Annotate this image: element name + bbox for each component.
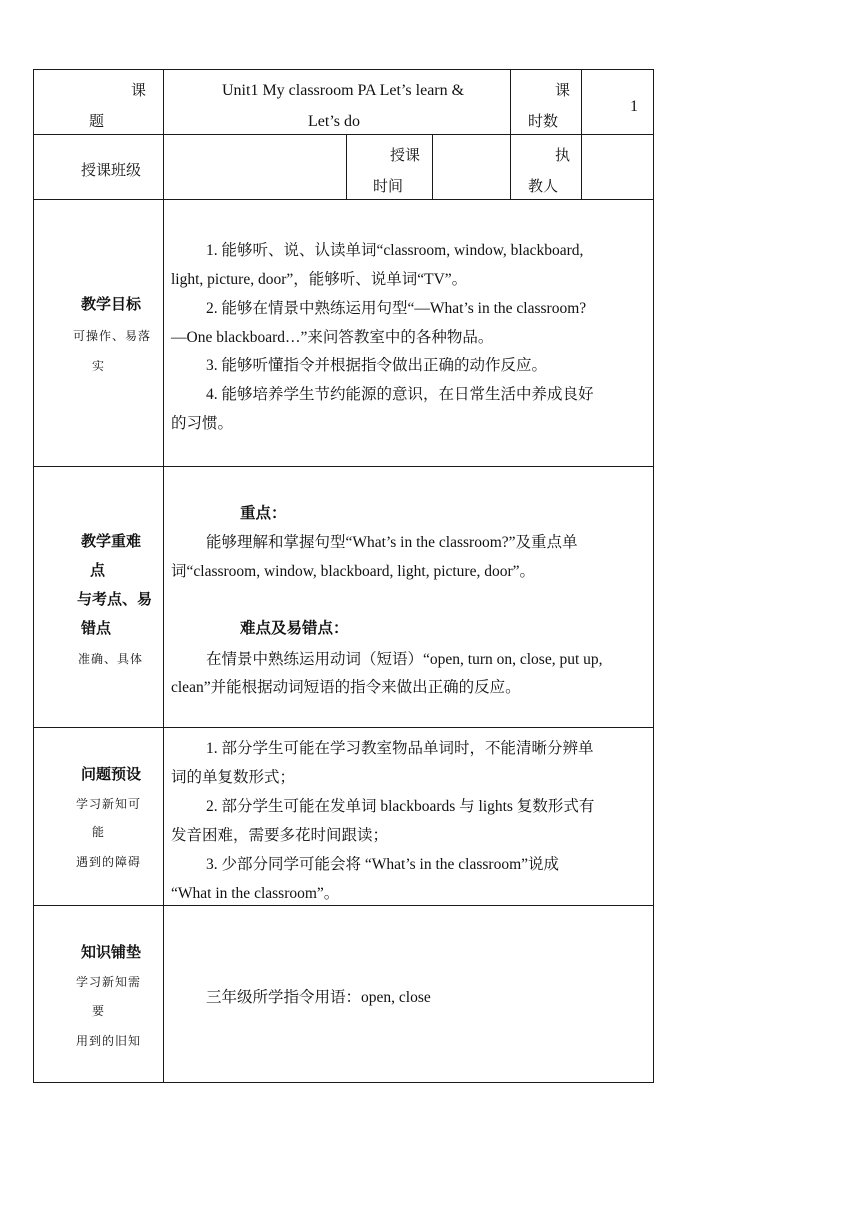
hours-label-2: 时数: [528, 112, 559, 130]
row-line-5: [33, 905, 654, 906]
table-border-left: [33, 69, 34, 1083]
difficulty-text: 在情景中熟练运用动词（短语）“open, turn on, close, put up,: [206, 651, 603, 668]
problems-sublabel: 学习新知可: [76, 797, 142, 811]
problem-line: 3. 少部分同学可能会将 “What’s in the classroom”说成: [206, 856, 560, 873]
teacher-label: 执: [555, 146, 571, 164]
objective-line: 2. 能够在情景中熟练运用句型“—What’s in the classroom?: [206, 300, 587, 317]
prior-knowledge-sublabel-3: 用到的旧知: [76, 1034, 142, 1048]
hours-value: 1: [630, 98, 638, 115]
row-line-bottom: [33, 1082, 654, 1083]
keypoints-label-4: 错点: [81, 619, 112, 637]
prior-knowledge-label: 知识铺垫: [81, 943, 142, 961]
header-divider-3: [346, 134, 347, 200]
keypoints-heading: 重点：: [240, 505, 287, 522]
hours-label: 课: [555, 81, 571, 99]
row-line-2: [33, 199, 654, 200]
keypoints-sublabel: 准确、具体: [78, 652, 144, 666]
objective-line: 3. 能够听懂指令并根据指令做出正确的动作反应。: [206, 357, 548, 374]
problems-sublabel-3: 遇到的障碍: [76, 855, 142, 869]
row-line-3: [33, 466, 654, 467]
header-divider-4: [432, 134, 433, 200]
objective-line: —One blackboard…”来问答教室中的各种物品。: [171, 329, 494, 346]
difficulty-heading: 难点及易错点：: [240, 620, 349, 637]
time-label: 授课: [390, 146, 421, 164]
prior-knowledge-sublabel: 学习新知需: [76, 975, 142, 989]
class-label: 授课班级: [81, 161, 142, 179]
topic-title-line2: Let’s do: [308, 113, 360, 130]
time-label-2: 时间: [373, 177, 404, 195]
objectives-sublabel: 可操作、易落: [73, 329, 152, 343]
table-border-right: [653, 69, 654, 1083]
problem-line: 发音困难，需要多花时间跟读；: [171, 827, 389, 844]
problem-line: “What in the classroom”。: [171, 885, 340, 902]
objective-line: 的习惯。: [171, 415, 234, 432]
topic-title-line1: Unit1 My classroom PA Let’s learn &: [222, 82, 465, 99]
prior-knowledge-text: 三年级所学指令用语：open, close: [206, 989, 431, 1006]
problems-sublabel-2: 能: [92, 825, 106, 839]
topic-label-2: 题: [89, 112, 105, 130]
difficulty-text: clean”并能根据动词短语的指令来做出正确的反应。: [171, 679, 521, 696]
column-divider: [163, 69, 164, 1083]
topic-label: 课: [131, 81, 147, 99]
row-line-4: [33, 727, 654, 728]
problem-line: 2. 部分学生可能在发单词 blackboards 与 lights 复数形式有: [206, 798, 595, 815]
objective-line: light, picture, door”，能够听、说单词“TV”。: [171, 271, 468, 288]
keypoints-label: 教学重难: [81, 532, 142, 550]
teacher-label-2: 教人: [528, 177, 559, 195]
objective-line: 1. 能够听、说、认读单词“classroom, window, blackboard,: [206, 242, 584, 259]
objectives-sublabel-2: 实: [92, 359, 106, 373]
problem-line: 词的单复数形式；: [171, 769, 296, 786]
prior-knowledge-sublabel-2: 要: [92, 1004, 106, 1018]
objective-line: 4. 能够培养学生节约能源的意识，在日常生活中养成良好: [206, 386, 594, 403]
row-line-top: [33, 69, 654, 70]
keypoints-label-2: 点: [90, 561, 106, 579]
keypoints-text: 词“classroom, window, blackboard, light, picture, door”。: [171, 563, 536, 580]
keypoints-text: 能够理解和掌握句型“What’s in the classroom?”及重点单: [206, 534, 578, 551]
problems-label: 问题预设: [81, 765, 142, 783]
objectives-label: 教学目标: [81, 295, 142, 313]
keypoints-label-3: 与考点、易: [77, 590, 153, 608]
problem-line: 1. 部分学生可能在学习教室物品单词时，不能清晰分辨单: [206, 740, 594, 757]
